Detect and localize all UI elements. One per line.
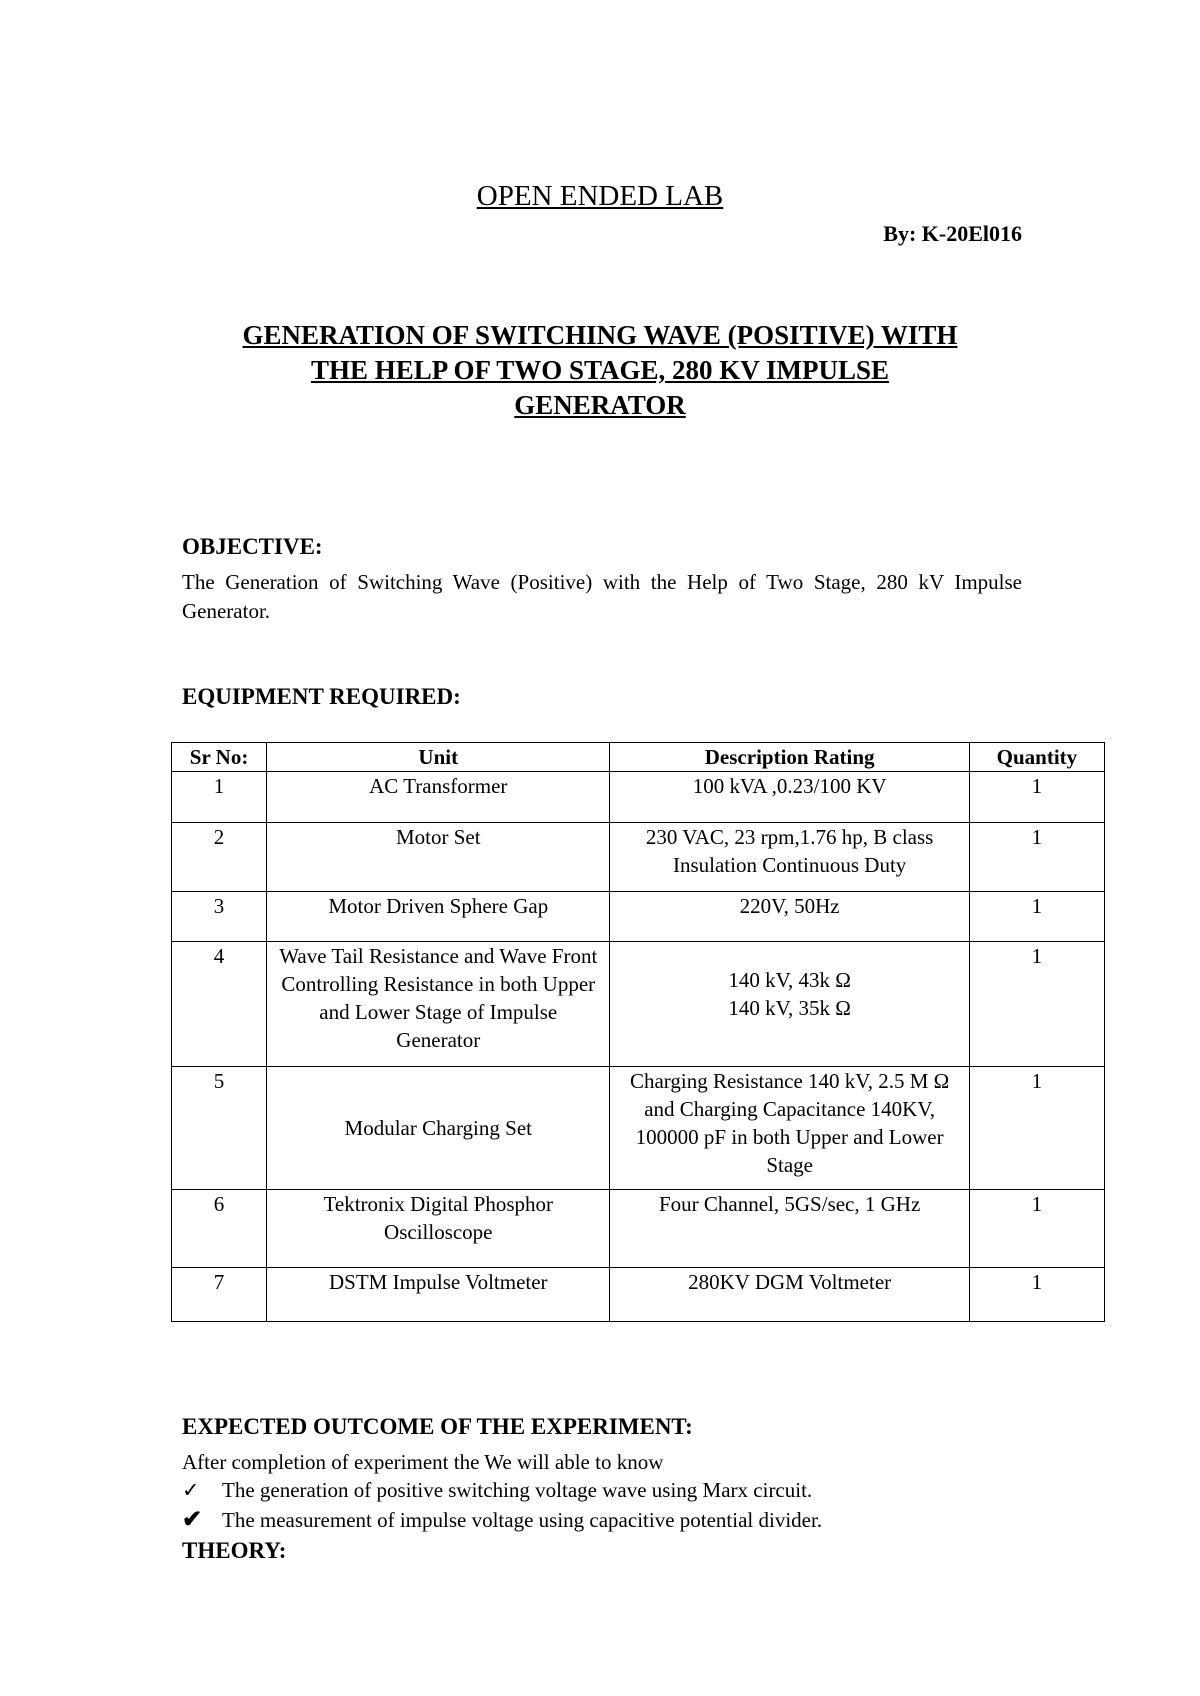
cell-desc: 230 VAC, 23 rpm,1.76 hp, B class Insulation Continuous Duty (610, 823, 969, 892)
cell-desc-line-2: 140 kV, 35k Ω (728, 996, 851, 1020)
table-row (172, 772, 1105, 823)
checkmark-icon: ✓ (182, 1478, 200, 1502)
cell-desc-line-1: 140 kV, 43k Ω (728, 968, 851, 992)
cell-desc (610, 942, 969, 1067)
cell-unit: Modular Charging Set (267, 1067, 610, 1190)
experiment-title-line-2: THE HELP OF TWO STAGE, 280 KV IMPULSE (310, 355, 890, 385)
cell-qty: 1 (969, 1268, 1104, 1322)
experiment-title (180, 318, 1020, 423)
page-title: OPEN ENDED LAB (476, 180, 724, 212)
cell-unit: Motor Set (267, 823, 610, 892)
cell-unit: Motor Driven Sphere Gap (267, 892, 610, 942)
cell-sr: 4 (172, 942, 267, 1067)
author-line: By: K-20El016 (883, 221, 1022, 246)
experiment-title-line-3: GENERATOR (514, 390, 686, 420)
cell-desc: 100 kVA ,0.23/100 KV (610, 772, 969, 823)
list-item (182, 1478, 812, 1503)
theory-heading: THEORY: (182, 1538, 287, 1563)
objective-heading: OBJECTIVE: (182, 534, 323, 559)
table-row (172, 892, 1105, 942)
cell-sr: 5 (172, 1067, 267, 1190)
cell-desc: 220V, 50Hz (610, 892, 969, 942)
cell-qty: 1 (969, 1067, 1104, 1190)
table-row (172, 1268, 1105, 1322)
cell-sr: 1 (172, 772, 267, 823)
table-row (172, 1190, 1105, 1268)
cell-unit: DSTM Impulse Voltmeter (267, 1268, 610, 1322)
cell-unit: Wave Tail Resistance and Wave Front Controlling Resistance in both Upper and Lower Stage of Impulse Generator (267, 942, 610, 1067)
list-item-text: The generation of positive switching voltage wave using Marx circuit. (222, 1478, 813, 1502)
cell-desc-lines (618, 942, 960, 1022)
cell-sr: 7 (172, 1268, 267, 1322)
objective-text: The Generation of Switching Wave (Positive) with the Help of Two Stage, 280 kV Impulse Generator. (182, 570, 1022, 623)
cell-desc: Four Channel, 5GS/sec, 1 GHz (610, 1190, 969, 1268)
cell-qty: 1 (969, 1190, 1104, 1268)
column-header-sr-no: Sr No: (172, 743, 267, 772)
cell-desc: Charging Resistance 140 kV, 2.5 M Ω and Charging Capacitance 140KV, 100000 pF in both Upper and Lower Stage (610, 1067, 969, 1190)
cell-unit: AC Transformer (267, 772, 610, 823)
table-row (172, 823, 1105, 892)
column-header-quantity: Quantity (969, 743, 1104, 772)
cell-qty: 1 (969, 892, 1104, 942)
checkmark-icon: ✔ (182, 1507, 203, 1533)
cell-unit: Tektronix Digital Phosphor Oscilloscope (267, 1190, 610, 1268)
equipment-table (171, 742, 1105, 1322)
table-row (172, 1067, 1105, 1190)
column-header-description-rating: Description Rating (610, 743, 969, 772)
column-header-unit: Unit (267, 743, 610, 772)
equipment-heading: EQUIPMENT REQUIRED: (182, 684, 461, 709)
cell-qty: 1 (969, 942, 1104, 1067)
list-item-text: The measurement of impulse voltage using capacitive potential divider. (222, 1508, 823, 1532)
cell-desc: 280KV DGM Voltmeter (610, 1268, 969, 1322)
list-item (182, 1505, 822, 1534)
expected-outcome-heading: EXPECTED OUTCOME OF THE EXPERIMENT: (182, 1414, 693, 1439)
cell-qty: 1 (969, 823, 1104, 892)
cell-sr: 2 (172, 823, 267, 892)
cell-sr: 6 (172, 1190, 267, 1268)
table-header-row (172, 743, 1105, 772)
cell-qty: 1 (969, 772, 1104, 823)
table-row (172, 942, 1105, 1067)
expected-outcome-intro: After completion of experiment the We will able to know (182, 1450, 664, 1474)
cell-sr: 3 (172, 892, 267, 942)
experiment-title-line-1: GENERATION OF SWITCHING WAVE (POSITIVE) WITH (242, 320, 958, 350)
